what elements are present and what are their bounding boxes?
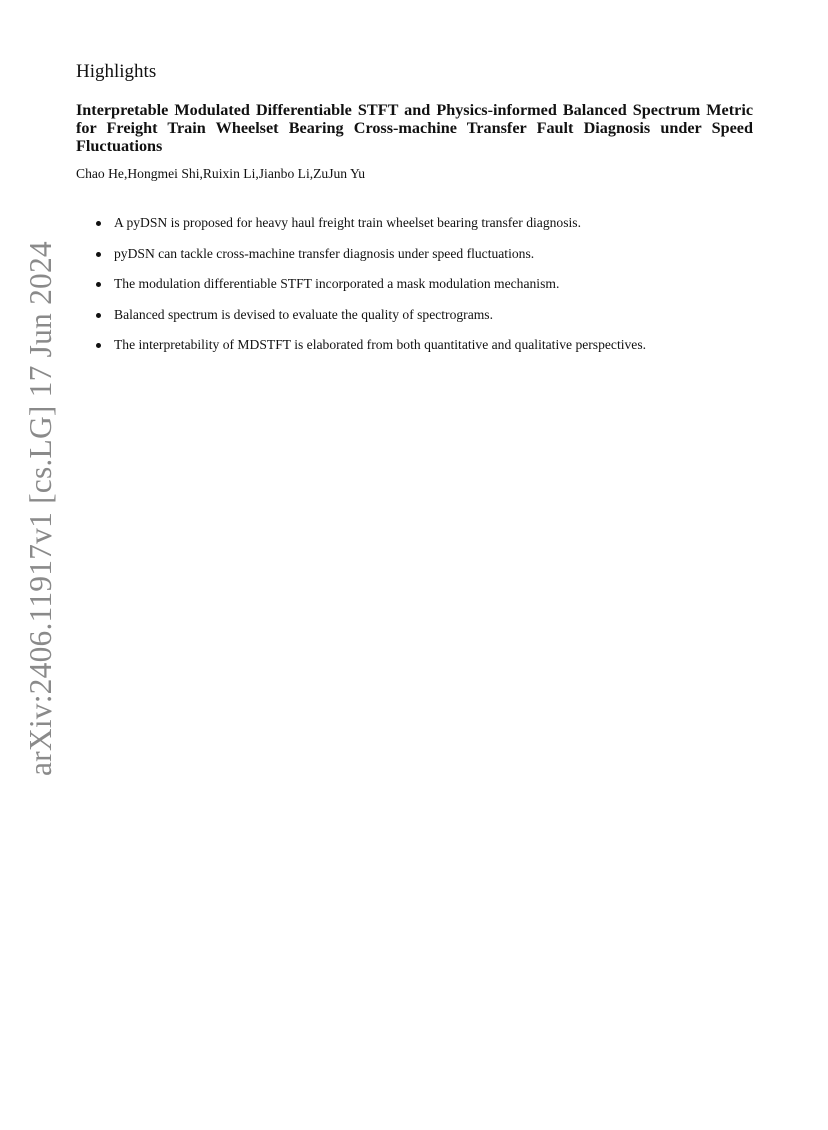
highlight-item (96, 337, 776, 368)
highlights-list (96, 215, 776, 368)
bullet-icon (96, 221, 101, 226)
highlight-text: The interpretability of MDSTFT is elaborated from both quantitative and qualitative perspectives. (114, 337, 647, 352)
bullet-icon (96, 282, 101, 287)
author-list: Chao He,Hongmei Shi,Ruixin Li,Jianbo Li,ZuJun Yu (76, 166, 366, 181)
highlight-text: A pyDSN is proposed for heavy haul freight train wheelset bearing transfer diagnosis. (114, 215, 581, 230)
highlight-text: pyDSN can tackle cross-machine transfer diagnosis under speed fluctuations. (114, 245, 535, 261)
highlight-item (96, 246, 776, 277)
arxiv-identifier-stamp: arXiv:2406.11917v1 [cs.LG] 17 Jun 2024 (23, 241, 58, 776)
bullet-icon (96, 313, 101, 318)
highlight-item (96, 276, 776, 307)
paper-title: Interpretable Modulated Differentiable STFT and Physics-informed Balanced Spectrum Metric for Freight Train Wheelset Bearing Cross-machine Transfer Fault Diagnosis under Speed Fluctuations (76, 101, 753, 155)
section-heading-highlights: Highlights (76, 61, 157, 82)
highlight-item (96, 307, 776, 338)
bullet-icon (96, 343, 101, 348)
highlight-text: The modulation differentiable STFT incorporated a mask modulation mechanism. (114, 276, 560, 291)
bullet-icon (96, 252, 101, 257)
highlight-item (96, 215, 776, 246)
highlight-text: Balanced spectrum is devised to evaluate the quality of spectrograms. (114, 306, 493, 322)
